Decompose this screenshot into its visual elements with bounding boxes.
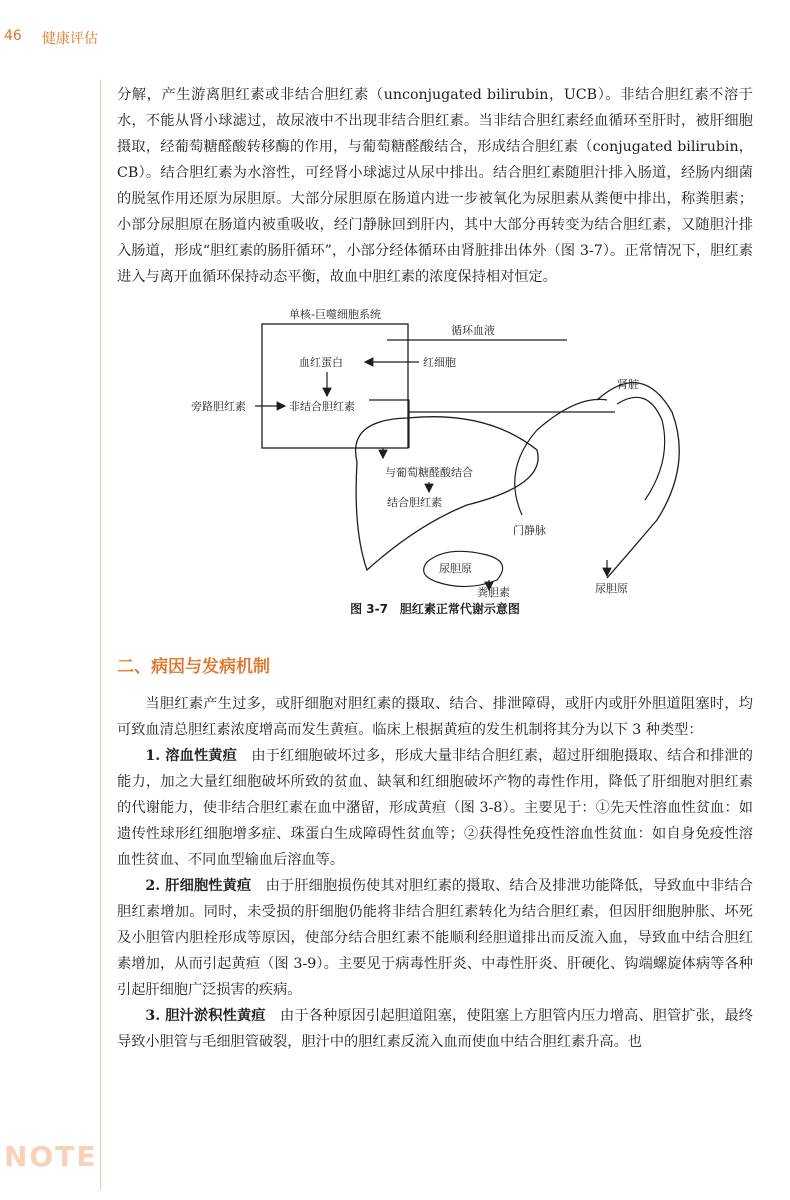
label-hemoglobin: 血红蛋白 [299,356,343,369]
paragraph-cholestatic-jaundice [117,1003,753,1055]
label-urobilinogen-gut: 尿胆原 [439,562,472,575]
label-ucb: 非结合胆红素 [289,400,355,413]
text-cholestatic: 由于各种原因引起胆道阻塞，使阻塞上方胆管内压力增高、胆管扩张，最终导致小胆管与毛细胆管破裂，胆汁中的胆红素反流入血而使血中结合胆红素升高。也 [117,1008,753,1050]
margin-rule [100,80,101,1190]
kidney-inner [617,397,665,500]
text-hemolytic: 由于红细胞破坏过多，形成大量非结合胆红素，超过肝细胞摄取、结合和排泄的能力，加之大量红细胞破坏所致的贫血、缺氧和红细胞破坏产物的毒性作用，降低了肝细胞对胆红素的代谢能力，使非结合胆红素在血中潴留，形成黄疸（图 3-8）。主要见于：①先天性溶血性贫血：如遗传性球形红细胞增多症、珠蛋白生成障碍性贫血等；②获得性免疫性溶血性贫血：如自身免疫性溶血性贫血、不同血型输血后溶血等。 [117,748,753,868]
paragraph-jaundice-intro: 当胆红素产生过多，或肝细胞对胆红素的摄取、结合、排泄障碍，或肝内或肝外胆道阻塞时，均可致血清总胆红素浓度增高而发生黄疸。临床上根据黄疸的发生机制将其分为以下 3 种类型： [117,696,753,738]
portal-vein-line [515,399,607,515]
label-kidney: 肾脏 [617,378,639,391]
label-rbc: 红细胞 [423,356,456,369]
label-circulation: 循环血液 [451,324,495,337]
label-portal-vein: 门静脉 [513,524,546,537]
subheading-hepatocellular: 2. 肝细胞性黄疸 [145,878,252,894]
page-header [0,0,790,50]
label-conjugation: 与葡萄糖醛酸结合 [385,466,473,479]
section-heading: 二、病因与发病机制 [117,657,270,677]
subheading-cholestatic: 3. 胆汁淤积性黄疸 [145,1008,266,1024]
figure-caption: 图 3-7 胆红素正常代谢示意图 [350,602,520,616]
paragraph-hemolytic-jaundice [117,743,753,873]
label-system: 单核-巨噬细胞系统 [289,308,381,321]
running-title: 健康评估 [42,31,98,47]
label-cb: 结合胆红素 [387,496,442,509]
system-box [262,324,408,448]
liver-outline [356,417,539,570]
paragraph-hepatocellular-jaundice [117,873,753,1003]
text-hepatocellular: 由于肝细胞损伤使其对胆红素的摄取、结合及排泄功能降低，导致血中非结合胆红素增加。同时，未受损的肝细胞仍能将非结合胆红素转化为结合胆红素，但因肝细胞肿胀、坏死及小胆管内胆栓形成等原因，使部分结合胆红素不能顺利经胆道排出而反流入血，导致血中结合胆红素增加，从而引起黄疸（图 3-9）。主要见于病毒性肝炎、中毒性肝炎、肝硬化、钩端螺旋体病等各种引起肝细胞广泛损害的疾病。 [117,878,753,998]
note-watermark: NOTE [4,1140,98,1173]
page-body [117,82,753,1055]
bilirubin-metabolism-diagram [117,300,753,600]
page-number: 46 [4,28,22,44]
label-bypass: 旁路胆红素 [191,400,246,413]
label-stercobilin: 粪胆素 [477,586,510,599]
figure-3-7 [117,300,753,624]
paragraph-bilirubin-metabolism: 分解，产生游离胆红素或非结合胆红素（unconjugated bilirubin，UCB）。非结合胆红素不溶于水，不能从肾小球滤过，故尿液中不出现非结合胆红素。当非结合胆红素经血循环至肝时，被肝细胞摄取，经葡萄糖醛酸转移酶的作用，与葡萄糖醛酸结合，形成结合胆红素（conjugated bilirubin，CB）。结合胆红素为水溶性，可经肾小球滤过从尿中排出。结合胆红素随胆汁排入肠道，经肠内细菌的脱氢作用还原为尿胆原。大部分尿胆原在肠道内进一步被氧化为尿胆素从粪便中排出，称粪胆素；小部分尿胆原在肠道内被重吸收，经门静脉回到肝内，其中大部分再转变为结合胆红素，又随胆汁排入肠道，形成“胆红素的肠肝循环”，小部分经体循环由肾脏排出体外（图 3-7）。正常情况下，胆红素进入与离开血循环保持动态平衡，故血中胆红素的浓度保持相对恒定。 [117,87,753,285]
subheading-hemolytic: 1. 溶血性黄疸 [145,748,237,764]
label-urobilinogen-urine: 尿胆原 [595,582,628,595]
